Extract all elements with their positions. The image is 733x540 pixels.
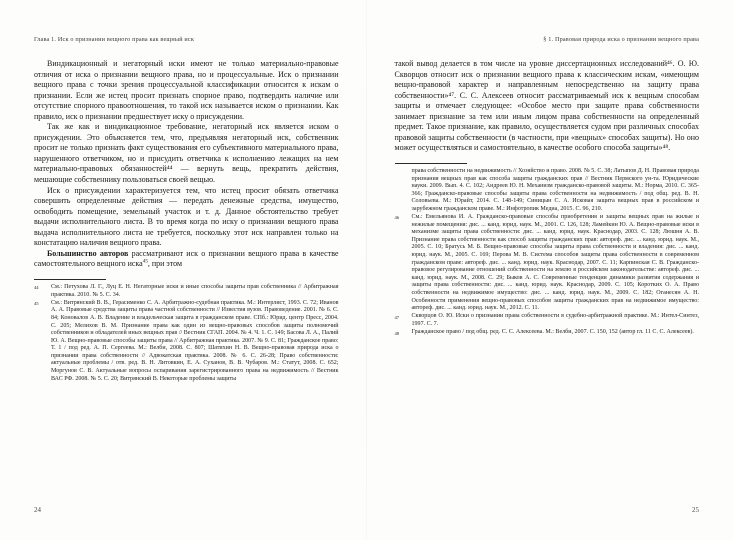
paragraph-rest: рассматривают иск о признании вещного права в качестве самостоятельного вещного иска$^{45}$, при этом <box>34 248 339 269</box>
page-number-left: 24 <box>34 506 41 514</box>
footnote-entry <box>395 329 700 337</box>
footnote-entry <box>34 300 339 384</box>
left-body-text <box>34 59 339 270</box>
paragraph: Виндикационный и негаторный иски имеют не только материально-правовые отличия от иска о признании вещного права, но и процессуальные. Иск о признании вещного права с точки зрения процессуальной классификации относится к искам о признании. Если же истец просит признать спорное право, подтвердить наличие или отсутствие спорного правоотношения, то такой иск называется иском о признании. Как правило, иск о признании предшествует иску о присуждении. <box>34 59 339 121</box>
footnote-continuation <box>395 168 700 214</box>
left-footnotes <box>34 284 339 383</box>
footnote-separator-rule <box>395 163 467 164</box>
bold-lead: Большинство авторов <box>47 248 129 258</box>
footnote-entry <box>395 313 700 328</box>
footnote-text: Скворцов О. Ю. Иски о признании права собственности в судебно-арбитражной практике. М.: Интел-Синтез, 1997. С. 7. <box>411 313 699 327</box>
footnote-text: права собственности на недвижимость // Хозяйство и право. 2008. № 5. С. 38; Латыпов Д. Н. Правовая природа признания вещных прав как способа защиты гражданских прав // Вестник Пермского ун-та. Юридические науки. 2009. Вып. 4. С. 102; Андреев Ю. Н. Механизм гражданско-правовой защиты. М.: Норма, 2010. С. 365-366; Гражданско-правовые способы защиты права собственности на недвижимость / под общ. ред. В. Н. Соловьева. М.: Юрайт, 2014. С. 148-149; Синицын С. А. Исковая защита вещных прав в российском и зарубежном гражданском праве. М.: Инфотропик Медиа, 2015. С. 96, 210. <box>411 167 699 212</box>
spread-gutter <box>366 0 367 540</box>
footnote-marker: 45 <box>142 258 148 265</box>
footnote-number: 46 <box>394 215 400 221</box>
footnote-number: 44 <box>34 285 39 291</box>
right-body-text <box>395 59 700 154</box>
right-page <box>367 0 733 540</box>
right-footnotes <box>395 168 700 337</box>
footnote-text: См.: Петухова Л. Г., Луц Е. Н. Негаторные иски и иные способы защиты прав собственника // Арбитражная практика. 2010. № 5. С. 34. <box>51 283 339 298</box>
footnote-text: См.: Емельянова И. А. Гражданско-правовые способы приобретения и защиты вещных прав на жилые и нежилые помещения: дис. ... канд. юрид. наук. М., 2001. С. 126, 128; Ламейкин Ю. А. Вещно-правовые иски в механизме защиты права собственности: дис. ... канд. юрид. наук. Краснодар, 2003. С. 128; Люшня А. В. Признание права собственности как способ защиты гражданских прав: автореф. дис. ... канд. юрид. наук. М., 2005. С. 10; Братусь М. Б. Вещно-правовые способы защиты права собственности и владения: дис. ... канд. юрид. наук. М., 2005. С. 169; Перова М. В. Система способов защиты права собственности в современном гражданском праве: автореф. дис. ... канд. юрид. наук. Краснодар, 2007. С. 11; Карпинская С. В. Гражданско-правовое регулирование отношений собственности на землю в российском законодательстве: автореф. дис. ... канд. юрид. наук. М., 2008. С. 29; Быков А. С. Современные тенденции динамики развития содержания и защиты права собственности: дис. ... канд. юрид. наук. Краснодар, 2009. С. 105; Коротких О. А. Право собственности на недвижимое имущество: дис. ... канд. юрид. наук. М., 2009. С. 182; Оганесян А. Н. Особенности применения вещно-правовых способов защиты гражданских прав на недвижимое имущество: автореф. дис. ... канд. юрид. наук. М., 2012. С. 11. <box>411 214 699 312</box>
paragraph-with-bold-lead <box>34 249 339 270</box>
footnote-separator-rule <box>34 279 106 280</box>
footnote-text: Гражданское право / под общ. ред. С. С. Алексеева. М.: Велби, 2007. С. 150, 152 (автор гл. 11 С. С. Алексеев). <box>411 329 694 336</box>
footnote-text: См.: Витрянский В. В., Герасименко С. А. Арбитражно-судебная практика. М.: Интерлист, 1993. С. 72; Иванов А. А. Правовые средства защиты права частной собственности // Известия вузов. Правоведение. 2001. № 6. С. 84; Коновалов А. В. Владение и владельческая защита в гражданском праве. СПб.: Юрид. центр Пресс, 2004. С. 205; Мелихов В. М. Признание права как один из вещно-правовых способов защиты полномочий собственников и обладателей иных вещных прав // Вестник СГАП. 2004. № 4. Ч. 1. С. 149; Басова Л. А., Палий Ю. А. Вещно-правовые способы защиты права // Арбитражная практика. 2007. № 9. С. 81; Гражданское право: Т. 1 / под ред. А. П. Сергеева. М.: Велби, 2008. С. 807; Шатихин Н. В. Вещно-правовая природа иска о признании права собственности // Адвокатская практика. 2008. № 6. С. 26-28; Право собственности: актуальные проблемы / отв. ред. В. Н. Литовкин, Е. А. Суханов, В. В. Чубаров. М.: Статут, 2008. С. 652; Моргунов С. В. Актуальные вопросы оспаривания зарегистрированного права на недвижимость // Вестник ВАС РФ. 2008. № 5. С. 20; Витрянский В. Некоторые проблемы защиты <box>51 299 339 382</box>
footnote-number: 47 <box>394 314 400 320</box>
footnote-entry <box>34 284 339 299</box>
footnote-number: 48 <box>394 330 400 336</box>
page-number-right: 25 <box>692 506 699 514</box>
footnote-entry <box>395 214 700 313</box>
paragraph: Иск о присуждении характеризуется тем, что истец просит обязать ответчика совершить определенные действия — передать денежные средства, имущество, освободить помещение, земельный участок и т. д. Данное обстоятельство требует выдачи исполнительного листа. В то время когда по иску о признании вещного права выдача исполнительного листа не требуется, поскольку этот иск направлен только на констатацию наличия вещного права. <box>34 185 339 248</box>
footnote-number: 45 <box>34 301 39 307</box>
right-running-head: § 1. Правовая природа иска о признании вещного права <box>543 36 699 43</box>
paragraph: такой вывод делается в том числе на уровне диссертационных исследований⁴⁶. О. Ю. Скворцов относит иск о признании вещного права к классическим искам, «имеющим вещно-правовой характер и направленным непосредственно на защиту права собственности»⁴⁷. С. С. Алексеев относит рассматриваемый иск к вещным способам защиты и отмечает следующее: «Особое место при защите права собственности занимает признание за тем или иным лицом права собственности на определенный предмет. Такое признание, как правило, осуществляется судом при различных способах правовой защиты собственности (в частности, при «вещных» способах защиты). Но оно может осуществляться и самостоятельно, в качестве особого способа защиты»⁴⁸. <box>394 59 699 153</box>
paragraph: Так же как и виндикационное требование, негаторный иск является иском о присуждении. Это объясняется тем, что, предъявляя негаторный иск, собственник просит не только признать факт существования его субъективного материального права, нарушенного ответчиком, но и присудить ответчика к исполнению лежащих на нем материально-правовых обязанностей⁴⁴ — вернуть вещь, прекратить действия, мешающие собственнику пользоваться своей вещью. <box>34 122 339 185</box>
left-running-head: Глава 1. Иск о признании вещного права как вещный иск <box>34 36 195 43</box>
